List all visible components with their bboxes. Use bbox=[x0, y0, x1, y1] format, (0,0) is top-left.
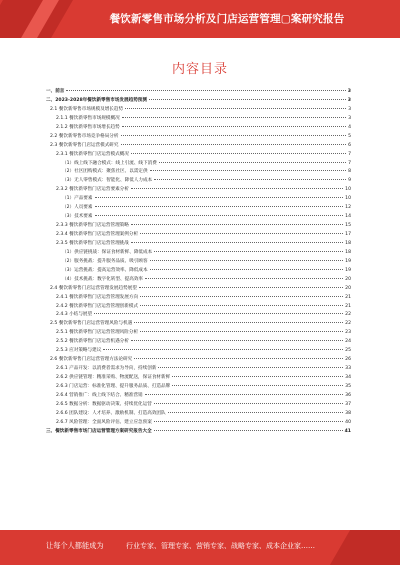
toc-leader-dots bbox=[103, 348, 343, 350]
toc-leader-dots bbox=[94, 312, 343, 314]
toc-entry-page: 5 bbox=[348, 133, 351, 139]
toc-title: 内容目录 bbox=[171, 62, 228, 77]
toc-leader-dots bbox=[131, 152, 346, 154]
toc-entry[interactable] bbox=[46, 168, 351, 177]
toc-entry[interactable] bbox=[46, 267, 351, 276]
toc-entry[interactable] bbox=[46, 428, 351, 437]
toc-entry[interactable] bbox=[46, 133, 351, 142]
table-of-contents bbox=[46, 88, 351, 437]
toc-entry[interactable] bbox=[46, 410, 351, 419]
toc-entry-page: 15 bbox=[345, 223, 351, 229]
toc-entry[interactable] bbox=[46, 365, 351, 374]
toc-entry-label: 二、2023-2028年餐饮新零售市场发展趋势预测 bbox=[46, 97, 147, 103]
toc-leader-dots bbox=[145, 393, 343, 395]
toc-leader-dots bbox=[168, 411, 344, 413]
toc-leader-dots bbox=[134, 321, 343, 323]
toc-entry-page: 7 bbox=[348, 151, 351, 157]
toc-leader-dots bbox=[154, 178, 346, 180]
toc-entry-label: 2.3.4 餐饮新零售门店运营管理案例分析 bbox=[56, 232, 139, 237]
toc-entry-label: （1）产品要素 bbox=[62, 196, 93, 202]
toc-entry-page: 19 bbox=[345, 267, 351, 273]
toc-entry-page: 19 bbox=[345, 258, 351, 264]
toc-leader-dots bbox=[150, 259, 344, 261]
toc-entry[interactable] bbox=[46, 231, 351, 240]
toc-leader-dots bbox=[154, 402, 343, 404]
toc-entry[interactable] bbox=[46, 160, 351, 169]
footer-decor bbox=[330, 530, 400, 565]
toc-entry[interactable] bbox=[46, 311, 351, 320]
toc-leader-dots bbox=[145, 277, 343, 279]
toc-entry-page: 24 bbox=[345, 339, 351, 345]
toc-entry-page: 8 bbox=[348, 169, 351, 175]
toc-entry-page: 7 bbox=[348, 160, 351, 166]
toc-entry-label: （1）线上线下融合模式：线上引流、线下消费 bbox=[62, 160, 157, 166]
toc-leader-dots bbox=[140, 232, 343, 234]
toc-entry[interactable] bbox=[46, 347, 351, 356]
toc-leader-dots bbox=[95, 205, 344, 207]
toc-leader-dots bbox=[140, 295, 343, 297]
toc-entry-label: 2.6.7 风险管理：全面风险评估、建立应急预案 bbox=[56, 419, 152, 425]
toc-leader-dots bbox=[172, 375, 343, 377]
toc-entry[interactable] bbox=[46, 303, 351, 312]
toc-entry[interactable] bbox=[46, 258, 351, 267]
page-header bbox=[0, 0, 400, 38]
toc-entry-label: 2.6.1 产品开发：以消费者需求为导向，持续创新 bbox=[56, 366, 157, 372]
toc-entry-page: 3 bbox=[347, 89, 351, 94]
toc-entry-page: 25 bbox=[345, 348, 351, 354]
toc-leader-dots bbox=[154, 429, 343, 431]
toc-entry[interactable] bbox=[46, 329, 351, 338]
toc-entry-page: 21 bbox=[345, 303, 351, 309]
toc-entry-page: 40 bbox=[345, 419, 351, 425]
toc-entry-label: 2.1.1 餐饮新零售市场规模概况 bbox=[56, 115, 120, 121]
toc-leader-dots bbox=[158, 366, 343, 368]
toc-entry-label: 2.4.1 餐饮新零售门店运营管理发展方向 bbox=[56, 294, 139, 300]
toc-entry-page: 3 bbox=[347, 97, 351, 103]
toc-entry[interactable] bbox=[46, 276, 351, 285]
toc-leader-dots bbox=[95, 196, 344, 198]
toc-entry[interactable] bbox=[46, 97, 351, 106]
toc-entry[interactable] bbox=[46, 320, 351, 329]
toc-leader-dots bbox=[150, 169, 346, 171]
toc-entry[interactable] bbox=[46, 213, 351, 222]
toc-entry[interactable] bbox=[46, 222, 351, 231]
toc-entry-label: 2.1.2 餐饮新零售市场增长趋势 bbox=[56, 124, 120, 130]
toc-entry-page: 3 bbox=[348, 106, 351, 112]
toc-entry[interactable] bbox=[46, 142, 351, 151]
toc-entry-label: （3）无人零售模式：智能化、降低人力成本 bbox=[62, 178, 153, 184]
toc-entry-label: （3）技术要素 bbox=[62, 214, 93, 220]
toc-entry-page: 10 bbox=[345, 187, 351, 193]
toc-entry-label: 2.3.3 餐饮新零售门店运营管理策略 bbox=[56, 223, 129, 229]
toc-entry-label: 2.3.2 餐饮新零售门店运营要素分析 bbox=[56, 187, 129, 193]
toc-leader-dots bbox=[125, 107, 346, 109]
toc-entry-label: （1）供应链挑战：保证食材新鲜、降低成本 bbox=[62, 249, 153, 255]
toc-leader-dots bbox=[154, 250, 343, 252]
toc-entry[interactable] bbox=[46, 383, 351, 392]
toc-leader-dots bbox=[121, 143, 347, 145]
toc-entry[interactable] bbox=[46, 106, 351, 115]
toc-entry[interactable] bbox=[46, 88, 351, 97]
toc-entry-page: 6 bbox=[348, 142, 351, 148]
toc-leader-dots bbox=[122, 116, 346, 118]
toc-entry[interactable] bbox=[46, 151, 351, 160]
toc-entry-label: 2.4.3 小结与展望 bbox=[56, 312, 93, 318]
toc-entry-label: 2.3.5 餐饮新零售门店运营管理挑战 bbox=[56, 240, 129, 246]
toc-leader-dots bbox=[150, 268, 344, 270]
toc-entry[interactable] bbox=[46, 195, 351, 204]
toc-entry-page: 14 bbox=[345, 214, 351, 220]
toc-entry[interactable] bbox=[46, 356, 351, 365]
toc-leader-dots bbox=[131, 223, 343, 225]
toc-entry-page: 22 bbox=[345, 312, 351, 318]
toc-entry-label: （2）社区团购模式：聚焦社区、以需定供 bbox=[62, 169, 148, 175]
toc-entry[interactable] bbox=[46, 419, 351, 428]
toc-leader-dots bbox=[131, 339, 343, 341]
toc-entry-page: 26 bbox=[345, 357, 351, 363]
toc-entry-label: 2.4.2 餐饮新零售门店运营管理创新模式 bbox=[56, 303, 139, 309]
toc-leader-dots bbox=[140, 330, 343, 332]
toc-entry[interactable] bbox=[46, 338, 351, 347]
toc-entry-page: 34 bbox=[345, 375, 351, 380]
toc-leader-dots bbox=[172, 384, 343, 386]
toc-entry-label: 2.6.3 门店运营：标准化管理、提升服务品质、打造品牌 bbox=[56, 383, 171, 389]
toc-entry-page: 33 bbox=[345, 366, 351, 372]
toc-entry[interactable] bbox=[46, 115, 351, 124]
toc-entry-label: 2.3 餐饮新零售门店运营模式研究 bbox=[50, 142, 119, 148]
toc-leader-dots bbox=[66, 89, 345, 91]
page-footer bbox=[0, 530, 400, 565]
toc-entry[interactable] bbox=[46, 294, 351, 303]
toc-entry-page: 10 bbox=[345, 196, 351, 202]
toc-entry[interactable] bbox=[46, 249, 351, 258]
toc-entry-page: 17 bbox=[345, 232, 351, 237]
toc-entry-page: 41 bbox=[344, 428, 351, 434]
footer-roles: 行业专家、管理专家、营销专家、战略专家、成本企业家…… bbox=[126, 542, 315, 550]
toc-entry-page: 12 bbox=[345, 205, 351, 211]
toc-leader-dots bbox=[122, 125, 346, 127]
toc-entry-page: 20 bbox=[345, 285, 351, 291]
toc-entry-page: 9 bbox=[348, 178, 351, 184]
toc-entry-page: 18 bbox=[345, 240, 351, 246]
toc-leader-dots bbox=[95, 214, 344, 216]
toc-leader-dots bbox=[131, 187, 343, 189]
toc-entry-label: 2.6.5 数据分析：数据驱动决策、持续优化运营 bbox=[56, 401, 152, 407]
toc-entry-label: 2.6.2 供应链管理：精准采购、物流配送，保证食材新鲜 bbox=[56, 375, 171, 380]
toc-entry-page: 38 bbox=[345, 410, 351, 416]
toc-entry-label: 2.6 餐饮新零售门店运营管理方法论研究 bbox=[50, 357, 133, 363]
toc-leader-dots bbox=[159, 161, 346, 163]
toc-entry-page: 37 bbox=[345, 401, 351, 407]
toc-entry-label: （2）服务挑战：提升服务品质、吸引顾客 bbox=[62, 258, 148, 264]
toc-entry-page: 35 bbox=[345, 383, 351, 389]
toc-entry-page: 36 bbox=[345, 392, 351, 398]
toc-entry[interactable] bbox=[46, 177, 351, 186]
report-title: 餐饮新零售市场分析及门店运营管理▢案研究报告 bbox=[109, 13, 345, 25]
toc-entry-label: 2.5.1 餐饮新零售门店运营管理风险分析 bbox=[56, 330, 139, 336]
toc-entry-label: 2.1 餐饮新零售市场规模及增长趋势 bbox=[50, 106, 124, 112]
toc-entry-page: 21 bbox=[345, 294, 351, 300]
toc-entry-label: 2.2 餐饮新零售市场竞争格局分析 bbox=[50, 133, 119, 139]
toc-entry-label: 2.5.3 应对策略与建议 bbox=[56, 348, 102, 354]
toc-leader-dots bbox=[139, 286, 343, 288]
toc-entry-label: 2.6.6 团队建设：人才培养、激励机制、打造高效团队 bbox=[56, 410, 166, 416]
toc-leader-dots bbox=[149, 98, 346, 100]
toc-entry[interactable] bbox=[46, 240, 351, 249]
toc-leader-dots bbox=[134, 357, 343, 359]
toc-entry-page: 18 bbox=[345, 249, 351, 255]
toc-entry[interactable] bbox=[46, 186, 351, 195]
toc-entry[interactable] bbox=[46, 124, 351, 133]
toc-entry-label: 2.5 餐饮新零售门店运营管理风险与机遇 bbox=[50, 321, 133, 327]
toc-entry-label: 三、餐饮新零售市场门店运营管理方案研究报告大全 bbox=[46, 428, 152, 434]
toc-entry-label: （4）技术挑战：数字化转型、提高效率 bbox=[62, 276, 144, 282]
toc-entry[interactable] bbox=[46, 285, 351, 294]
toc-entry[interactable] bbox=[46, 204, 351, 213]
toc-entry-label: 2.4 餐饮新零售门店运营管理发展趋势展望 bbox=[50, 285, 137, 291]
toc-entry-page: 3 bbox=[348, 115, 351, 121]
footer-slogan: 让每个人都能成为 bbox=[46, 541, 104, 550]
toc-entry-label: 2.5.2 餐饮新零售门店运营机遇分析 bbox=[56, 339, 129, 345]
toc-entry-page: 23 bbox=[345, 330, 351, 336]
toc-leader-dots bbox=[131, 241, 343, 243]
toc-entry[interactable] bbox=[46, 401, 351, 410]
toc-entry-page: 20 bbox=[345, 276, 351, 282]
toc-leader-dots bbox=[121, 134, 347, 136]
toc-entry[interactable] bbox=[46, 374, 351, 383]
toc-leader-dots bbox=[140, 304, 343, 306]
toc-entry-page: 22 bbox=[345, 321, 351, 327]
toc-entry[interactable] bbox=[46, 392, 351, 401]
toc-entry-label: （2）人员要素 bbox=[62, 205, 93, 211]
toc-entry-label: 2.3.1 餐饮新零售门店运营模式概况 bbox=[56, 151, 129, 157]
toc-leader-dots bbox=[154, 420, 343, 422]
toc-entry-label: 2.6.4 营销推广：线上线下结合、精准营销 bbox=[56, 392, 143, 398]
toc-entry-label: （3）运营挑战：提高运营效率、降低成本 bbox=[62, 267, 148, 273]
toc-entry-page: 4 bbox=[348, 124, 351, 130]
toc-entry-label: 一、前言 bbox=[46, 89, 65, 94]
